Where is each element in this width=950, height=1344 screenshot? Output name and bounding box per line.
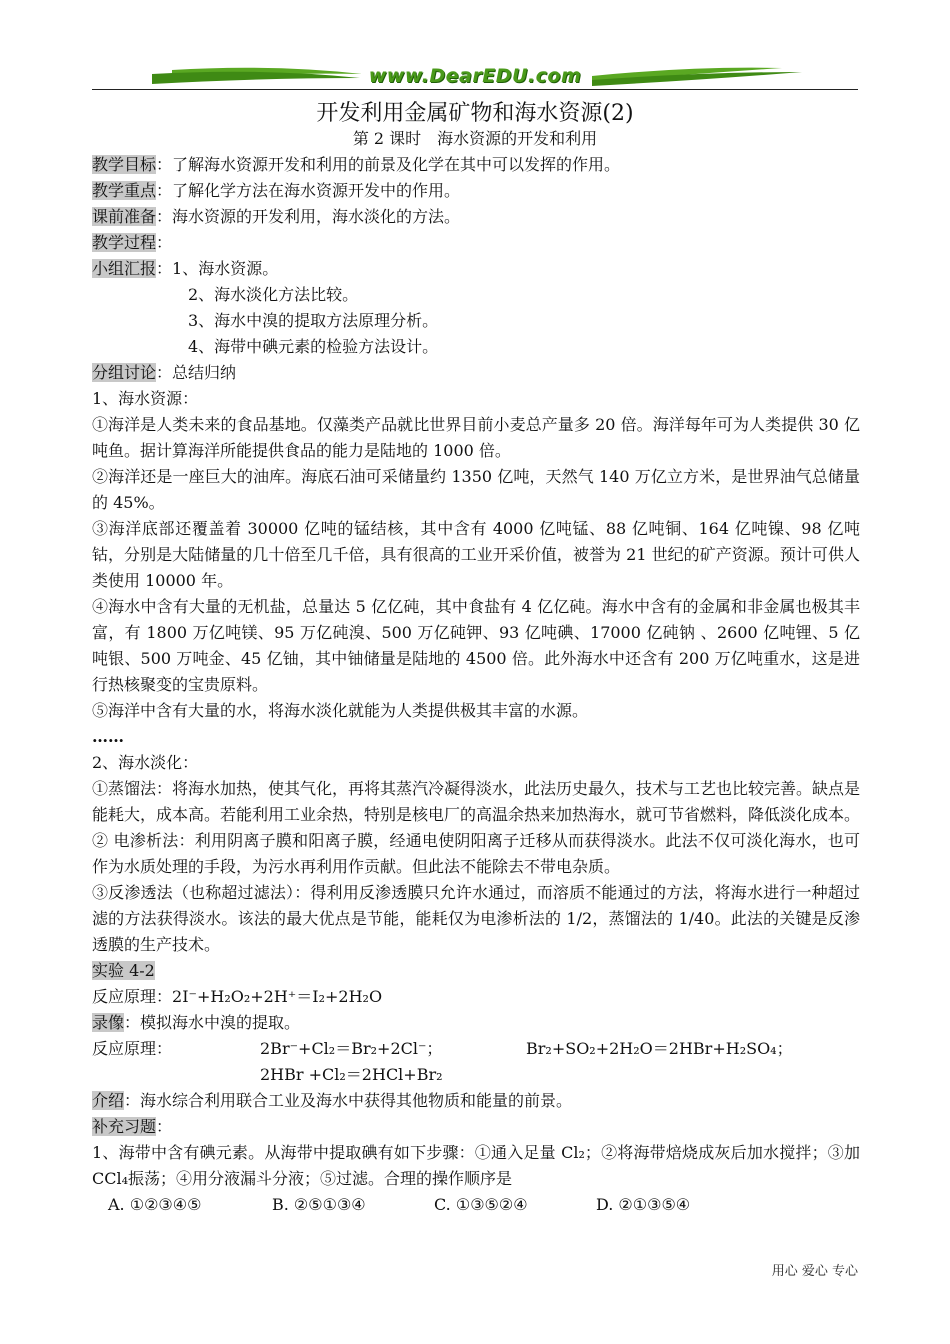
exercise-label: 补充习题 (92, 1117, 157, 1136)
resources-paragraph: ①海洋是人类未来的食品基地。仅藻类产品就比世界目前小麦总产量多 20 倍。海洋每年可为人类提供 30 亿吨鱼。据计算海洋所能提供食品的能力是陆地的 1000 倍。 (92, 415, 860, 460)
page-subtitle: 第 2 课时 海水资源的开发和利用 (352, 129, 598, 148)
principle-equations-row (92, 1036, 860, 1062)
prep-label: 课前准备 (92, 207, 157, 226)
process-line (92, 230, 860, 256)
discuss-text: ：总结归纳 (156, 363, 237, 382)
equation: 2Br⁻+Cl₂＝Br₂+2Cl⁻； (260, 1039, 443, 1058)
video-label: 录像 (92, 1013, 125, 1032)
choice-c: C. ①③⑤②④ (434, 1195, 528, 1214)
focus-label: 教学重点 (92, 181, 157, 200)
principle-line (92, 984, 860, 1010)
intro-label: 介绍 (92, 1091, 125, 1110)
report-label: 小组汇报 (92, 259, 157, 278)
site-url[interactable]: www.DearEDU.com (368, 65, 582, 87)
desalination-heading: 2、海水淡化： (92, 753, 199, 772)
report-item: 3、海水中溴的提取方法原理分析。 (188, 311, 439, 330)
page-title: 开发利用金属矿物和海水资源(2) (316, 101, 634, 126)
resources-paragraph: ②海洋还是一座巨大的油库。海底石油可采储量约 1350 亿吨，天然气 140 万亿立方米，是世界油气总储量的 45%。 (92, 467, 860, 512)
discuss-line (92, 360, 860, 386)
equation: 2HBr +Cl₂＝2HCl+Br₂ (260, 1065, 443, 1084)
focus-line (92, 178, 860, 204)
prep-line (92, 204, 860, 230)
equation: 2I⁻+H₂O₂+2H⁺＝I₂+2H₂O (172, 987, 383, 1006)
prep-text: ：海水资源的开发利用，海水淡化的方法。 (156, 207, 461, 226)
report-item: 4、海带中碘元素的检验方法设计。 (188, 337, 439, 356)
exercise-colon: ： (156, 1117, 173, 1136)
resources-paragraph: ④海水中含有大量的无机盐，总量达 5 亿亿砘，其中食盐有 4 亿亿砘。海水中含有的金属和非金属也极其丰富，有 1800 万亿吨镁、95 万亿砘溴、500 万亿砘钾、93 亿吨碘、17000 亿砘钠 、2600 亿吨锂、5 亿吨银、500 万吨金、45 亿铀，其中铀储量是陆地的 4500 倍。此外海水中还含有 200 万亿吨重水，这是进行热核聚变的宝贵原料。 (92, 597, 860, 694)
principle-label: 反应原理： (92, 987, 173, 1006)
choice-a: A. ①②③④⑤ (108, 1195, 202, 1214)
exercise-line (92, 1114, 860, 1140)
process-text: ： (156, 233, 173, 252)
video-text: ：模拟海水中溴的提取。 (124, 1013, 301, 1032)
video-line (92, 1010, 860, 1036)
answer-choices (92, 1192, 860, 1218)
desalination-paragraph: ①蒸馏法：将海水加热，使其气化，再将其蒸汽冷凝得淡水，此法历史最久，技术与工艺也比较完善。缺点是能耗大，成本高。若能利用工业余热，特别是核电厂的高温余热来加热海水，就可节省燃料，降低淡化成本。 (92, 779, 861, 824)
principle-label: 反应原理： (92, 1039, 173, 1058)
focus-text: ：了解化学方法在海水资源开发中的作用。 (156, 181, 461, 200)
question-text: 1、海带中含有碘元素。从海带中提取碘有如下步骤：①通入足量 Cl₂；②将海带焙烧成灰后加水搅拌；③加 CCl₄振荡；④用分液漏斗分液；⑤过滤。合理的操作顺序是 (92, 1143, 860, 1188)
report-item: 2、海水淡化方法比较。 (188, 285, 359, 304)
goal-text: ：了解海水资源开发和利用的前景及化学在其中可以发挥的作用。 (156, 155, 621, 174)
header-rule (92, 89, 858, 90)
principle-equations-row (92, 1062, 860, 1088)
desalination-paragraph: ② 电渗析法：利用阴离子膜和阳离子膜，经通电使阴阳离子迁移从而获得淡水。此法不仅可淡化海水，也可作为水质处理的手段，为污水再利用作贡献。但此法不能除去不带电杂质。 (92, 831, 860, 876)
discuss-label: 分组讨论 (92, 363, 157, 382)
choice-d: D. ②①③⑤④ (596, 1195, 691, 1214)
choice-b: B. ②⑤①③④ (272, 1195, 366, 1214)
resources-heading: 1、海水资源： (92, 389, 199, 408)
intro-text: ：海水综合利用联合工业及海水中获得其他物质和能量的前景。 (124, 1091, 573, 1110)
intro-line (92, 1088, 860, 1114)
page-footer: 用心 爱心 专心 (771, 1264, 858, 1279)
resources-paragraph: ③海洋底部还覆盖着 30000 亿吨的锰结核，其中含有 4000 亿吨锰、88 亿吨铜、164 亿吨镍、98 亿吨钴，分别是大陆储量的几十倍至几千倍，具有很高的工业开采价值，被誉为 21 世纪的矿产资源。预计可供人类使用 10000 年。 (92, 519, 860, 590)
process-label: 教学过程 (92, 233, 157, 252)
report-line (92, 256, 860, 282)
goal-label: 教学目标 (92, 155, 157, 174)
resources-paragraph: ⑤海洋中含有大量的水，将海水淡化就能为人类提供极其丰富的水源。 (92, 701, 589, 720)
main-content (92, 152, 860, 1218)
equation: Br₂+SO₂+2H₂O＝2HBr+H₂SO₄； (526, 1039, 793, 1058)
report-item: ：1、海水资源。 (156, 259, 279, 278)
ellipsis: …… (92, 727, 124, 746)
site-banner[interactable] (92, 60, 858, 96)
experiment-line (92, 958, 860, 984)
desalination-paragraph: ③反渗透法（也称超过滤法）：得利用反渗透膜只允许水通过，而溶质不能通过的方法，将海水进行一种超过滤的方法获得淡水。该法的最大优点是节能，能耗仅为电渗析法的 1/2，蒸馏法的 1/40。此法的关键是反渗透膜的生产技术。 (92, 883, 860, 954)
experiment-label: 实验 4-2 (92, 961, 155, 980)
goal-line (92, 152, 860, 178)
